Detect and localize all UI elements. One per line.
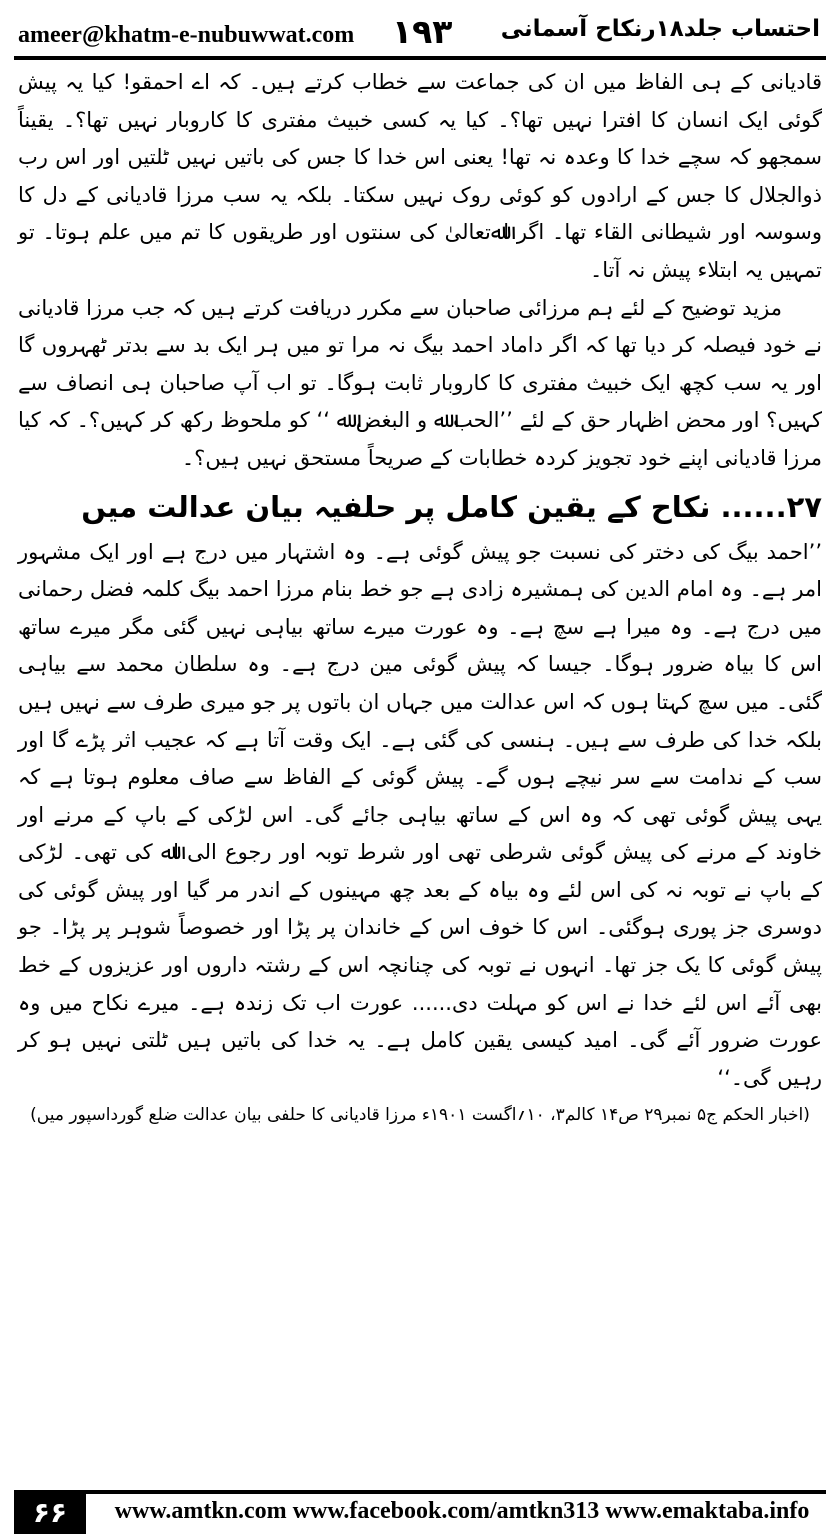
reference-citation: (اخبار الحکم ج۵ نمبر۲۹ ص۱۴ کالم۳، ۱۰؍اگست ۱۹۰۱ء مرزا قادیانی کا حلفی بیان عدالت ضلع گورداسپور میں) bbox=[30, 1105, 810, 1126]
folio-number: ۶۶ bbox=[14, 1490, 86, 1534]
header-running-title: احتساب جلد۱۸رنکاح آسمانی bbox=[500, 16, 820, 42]
page-body bbox=[18, 64, 822, 1135]
section-heading: ۲۷...... نکاح کے یقین کامل پر حلفیہ بیان عدالت میں bbox=[81, 489, 822, 524]
quoted-statement: ’’احمد بیگ کی دختر کی نسبت جو پیش گوئی ہے۔ وہ اشتہار میں درج ہے اور ایک مشہور امر ہے۔ وہ امام الدین کی ہمشیرہ زادی ہے جو خط بنام مرزا احمد بیگ کلمہ فضل رحمانی میں درج ہے۔ وہ میرا ہے سچ ہے۔ وہ عورت میرے ساتھ بیاہی نہیں گئی مگر میرے ساتھ اس کا بیاہ ضرور ہوگا۔ جیسا کہ پیش گوئی مین درج ہے۔ وہ سلطان محمد سے بیاہی گئی۔ میں سچ کہتا ہوں کہ اس عدالت میں جہاں ان باتوں پر جو میری طرف سے نہیں ہیں بلکہ خدا کی طرف سے ہیں۔ ہنسی کی گئی ہے۔ ایک وقت آتا ہے کہ عجیب اثر پڑے گا اور سب کے ندامت سے سر نیچے ہوں گے۔ پیش گوئی کے الفاظ سے صاف معلوم ہوتا ہے کہ یہی پیش گوئی تھی کہ وہ اس کے ساتھ بیاہی جائے گی۔ اس لڑکی کے باپ کے مرنے اور خاوند کے مرنے کی پیش گوئی شرطی تھی اور شرط توبہ اور رجوع الی اﷲ کی تھی۔ لڑکی کے باپ نے توبہ نہ کی اس لئے وہ بیاہ کے بعد چھ مہینوں کے اندر مر گیا اور پیش گوئی کی دوسری جز پوری ہوگئی۔ اس کا خوف اس کے خاندان پر پڑا اور خصوصاً شوہر پر پڑا۔ جو پیش گوئی کا یک جز تھا۔ انہوں نے توبہ کی چنانچہ اس کے رشتہ داروں اور عزیزوں کے خط بھی آئے اس لئے خدا نے اس کو مہلت دی...... عورت اب تک زندہ ہے۔ میرے نکاح میں وہ عورت ضرور آئے گی۔ امید کیسی یقین کامل ہے۔ یہ خدا کی باتیں ہیں ٹلتی نہیں ہو کر رہیں گی۔‘‘ bbox=[18, 539, 822, 1090]
paragraph-1: قادیانی کے ہی الفاظ میں ان کی جماعت سے خطاب کرتے ہیں۔ کہ اے احمقو! کیا یہ پیش گوئی ایک انسان کا افترا نہیں تھا؟۔ کیا یہ کسی خبیث مفتری کا کاروبار نہیں تھا؟۔ یقیناً سمجھو کہ سچے خدا کا وعدہ نہ تھا! یعنی اس خدا کا جس کی باتیں نہیں ٹلتیں اور اس رب ذوالجلال کا جس کے ارادوں کو کوئی روک نہیں سکتا۔ بلکہ یہ سب مرزا قادیانی کے دل کا وسوسہ اور شیطانی القاء تھا۔ اگر اﷲتعالیٰ کی سنتوں اور طریقوں کا تم میں علم ہوتا۔ تو تمہیں یہ ابتلاء پیش نہ آتا۔ bbox=[18, 70, 822, 282]
header-email: ameer@khatm-e-nubuwwat.com bbox=[18, 22, 355, 48]
page-header bbox=[14, 10, 826, 60]
footer-links: www.amtkn.com www.facebook.com/amtkn313 www.emaktaba.info bbox=[114, 1498, 810, 1524]
page-footer bbox=[14, 1490, 826, 1534]
header-page-number: ۱۹۳ bbox=[392, 12, 453, 51]
paragraph-2: مزید توضیح کے لئے ہم مرزائی صاحبان سے مکرر دریافت کرتے ہیں کہ جب مرزا قادیانی نے خود فیصلہ کر دیا تھا کہ اگر داماد احمد بیگ نہ مرا تو میں ہر ایک بد سے بدتر ٹھہروں گا اور یہ سب کچھ ایک خبیث مفتری کا کاروبار ثابت ہوگا۔ تو اب آپ صاحبان ہی انصاف سے کہیں؟ اور محض اظہار حق کے لئے ’’الحب ﷲ و البغض ﷲ ‘‘ کو ملحوظ رکھ کر کہیں؟۔ کہ کیا مرزا قادیانی اپنے خود تجویز کردہ خطابات کے صریحاً مستحق نہیں ہیں؟۔ bbox=[18, 295, 822, 470]
